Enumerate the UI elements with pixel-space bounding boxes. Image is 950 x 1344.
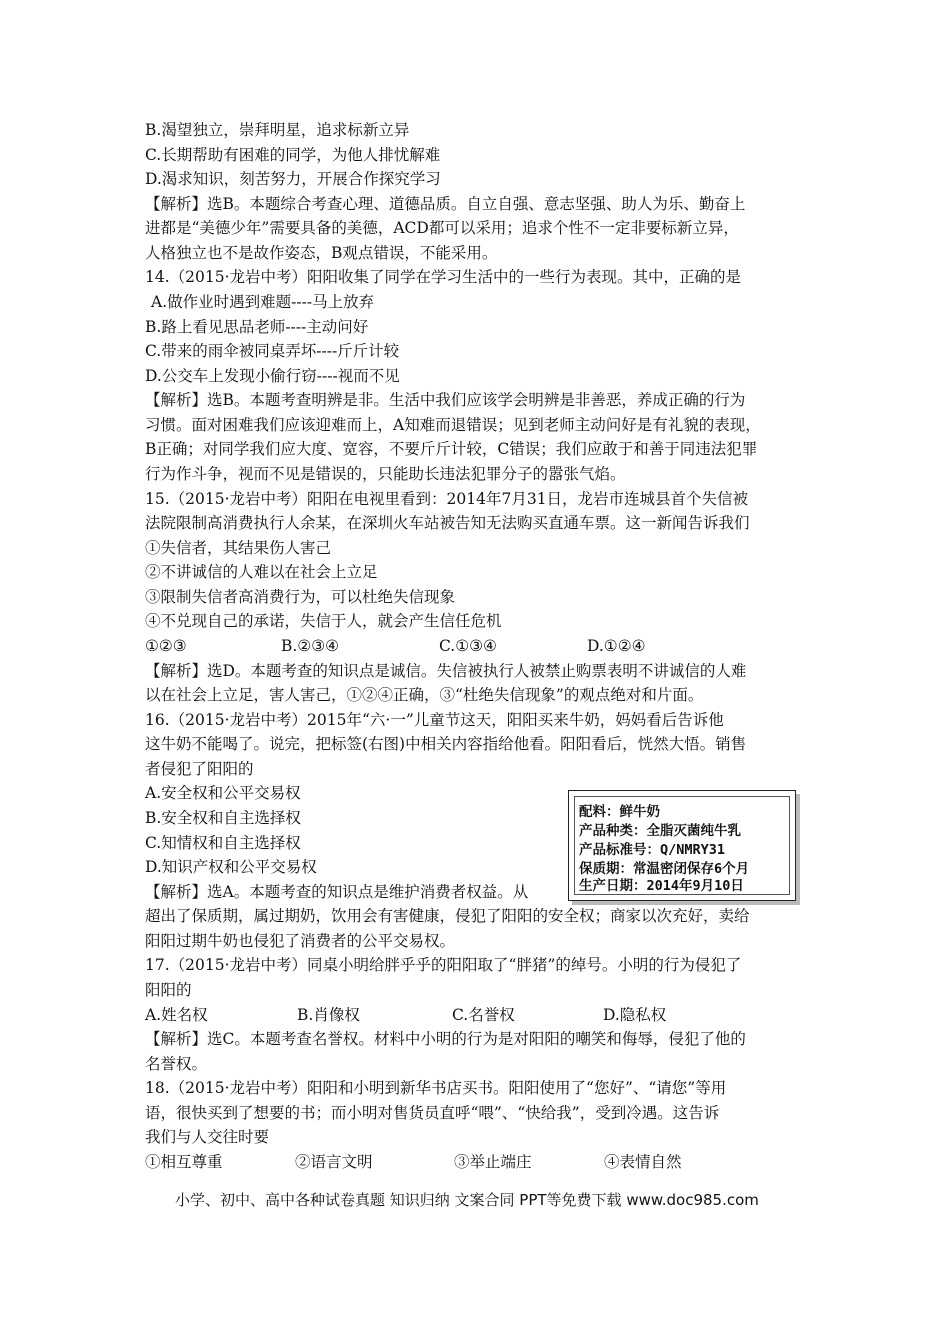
q18-stem: 我们与人交往时要	[145, 1128, 270, 1146]
q17-option-c: C.名誉权	[452, 1006, 515, 1024]
q14-analysis-line: 习惯。面对困难我们应该迎难而上，A知难而退错误；见到老师主动问好是有礼貌的表现，	[145, 416, 761, 434]
q13-option-c: C.长期帮助有困难的同学，为他人排忧解难	[145, 146, 441, 164]
q13-analysis-line: 人格独立也不是故作姿态，B观点错误，不能采用。	[145, 244, 498, 262]
q17-stem: 17.（2015·龙岩中考）同桌小明给胖乎乎的阳阳取了“胖猪”的绰号。小明的行为侵犯了	[145, 956, 742, 974]
milk-label-production-date: 生产日期：2014年9月10日	[579, 878, 744, 894]
q13-option-b: B.渴望独立，崇拜明星，追求标新立异	[145, 121, 410, 139]
q18-option-3: ③举止端庄	[454, 1153, 532, 1171]
q14-analysis-line: B正确；对同学我们应大度、宽容，不要斤斤计较，C错误；我们应敢于和善于同违法犯罪	[145, 440, 758, 458]
q15-option-c: C.①③④	[439, 637, 497, 655]
q17-stem: 阳阳的	[145, 981, 192, 999]
page-footer: 小学、初中、高中各种试卷真题 知识归纳 文案合同 PPT等免费下载 www.doc985.com	[175, 1191, 759, 1209]
q14-option-a: A.做作业时遇到难题----马上放弃	[151, 293, 375, 311]
q16-option-c: C.知情权和自主选择权	[145, 834, 301, 852]
q15-option-a: ①②③	[145, 637, 187, 655]
q15-options	[145, 634, 646, 658]
milk-label-standard: 产品标准号：Q/NMRY31	[579, 842, 726, 858]
q15-option-d: D.①②④	[587, 637, 646, 655]
q14-analysis-line: 【解析】选B。本题考查明辨是非。生活中我们应该学会明辨是非善恶，养成正确的行为	[145, 391, 746, 409]
q14-option-b: B.路上看见思品老师----主动问好	[145, 318, 369, 336]
q16-stem: 这牛奶不能喝了。说完，把标签(右图)中相关内容指给他看。阳阳看后，恍然大悟。销售	[145, 735, 747, 753]
q18-stem: 语，很快买到了想要的书；而小明对售货员直呼“喂”、“快给我”，受到冷遇。这告诉	[145, 1104, 720, 1122]
q16-analysis-line: 超出了保质期，属过期奶，饮用会有害健康，侵犯了阳阳的安全权；商家以次充好，卖给	[145, 907, 750, 925]
q15-statement: ④不兑现自己的承诺，失信于人，就会产生信任危机	[145, 612, 502, 630]
q16-option-a: A.安全权和公平交易权	[145, 784, 301, 802]
q16-analysis-line: 阳阳过期牛奶也侵犯了消费者的公平交易权。	[145, 932, 456, 950]
milk-label-category: 产品种类：全脂灭菌纯牛乳	[579, 823, 741, 839]
q13-analysis-line: 进都是“美德少年”需要具备的美德，ACD都可以采用；追求个性不一定非要标新立异，	[145, 219, 739, 237]
q16-stem: 者侵犯了阳阳的	[145, 760, 254, 778]
q16-stem: 16.（2015·龙岩中考）2015年“六·一”儿童节这天，阳阳买来牛奶，妈妈看后告诉他	[145, 711, 724, 729]
q14-option-d: D.公交车上发现小偷行窃----视而不见	[145, 367, 400, 385]
q18-option-1: ①相互尊重	[145, 1153, 223, 1171]
q15-statement: ③限制失信者高消费行为，可以杜绝失信现象	[145, 588, 456, 606]
q18-option-4: ④表情自然	[604, 1153, 682, 1171]
q17-analysis-line: 名誉权。	[145, 1055, 208, 1073]
milk-label-ingredients: 配料：鲜牛奶	[579, 804, 660, 820]
q13-option-d: D.渴求知识，刻苦努力，开展合作探究学习	[145, 170, 441, 188]
q14-analysis-line: 行为作斗争，视而不见是错误的，只能助长违法犯罪分子的嚣张气焰。	[145, 465, 626, 483]
q16-analysis-line: 【解析】选A。本题考查的知识点是维护消费者权益。从	[145, 883, 529, 901]
q15-analysis-line: 【解析】选D。本题考查的知识点是诚信。失信被执行人被禁止购票表明不讲诚信的人难	[145, 662, 747, 680]
q15-option-b: B.②③④	[281, 637, 340, 655]
q15-statement: ②不讲诚信的人难以在社会上立足	[145, 563, 378, 581]
q18-stem: 18.（2015·龙岩中考）阳阳和小明到新华书店买书。阳阳使用了“您好”、“请您”等用	[145, 1079, 727, 1097]
q15-stem: 法院限制高消费执行人余某，在深圳火车站被告知无法购买直通车票。这一新闻告诉我们	[145, 514, 750, 532]
q17-option-d: D.隐私权	[603, 1006, 667, 1024]
q18-option-2: ②语言文明	[295, 1153, 373, 1171]
q13-analysis-line: 【解析】选B。本题综合考查心理、道德品质。自立自强、意志坚强、助人为乐、勤奋上	[145, 195, 746, 213]
q14-option-c: C.带来的雨伞被同桌弄坏----斤斤计较	[145, 342, 400, 360]
q17-option-a: A.姓名权	[145, 1006, 208, 1024]
milk-label-shelf-life: 保质期：常温密闭保存6个月	[579, 861, 750, 877]
q17-option-b: B.肖像权	[297, 1006, 360, 1024]
q15-analysis-line: 以在社会上立足，害人害己，①②④正确，③“杜绝失信现象”的观点绝对和片面。	[145, 686, 704, 704]
q18-options	[145, 1150, 682, 1174]
q15-statement: ①失信者，其结果伤人害己	[145, 539, 332, 557]
q16-option-b: B.安全权和自主选择权	[145, 809, 301, 827]
q17-options	[145, 1003, 666, 1027]
q14-stem: 14.（2015·龙岩中考）阳阳收集了同学在学习生活中的一些行为表现。其中，正确的是	[145, 268, 742, 286]
q16-option-d: D.知识产权和公平交易权	[145, 858, 317, 876]
milk-label-figure	[568, 790, 796, 901]
q15-stem: 15.（2015·龙岩中考）阳阳在电视里看到：2014年7月31日，龙岩市连城县首个失信被	[145, 490, 749, 508]
q17-analysis-line: 【解析】选C。本题考查名誉权。材料中小明的行为是对阳阳的嘲笑和侮辱，侵犯了他的	[145, 1030, 746, 1048]
